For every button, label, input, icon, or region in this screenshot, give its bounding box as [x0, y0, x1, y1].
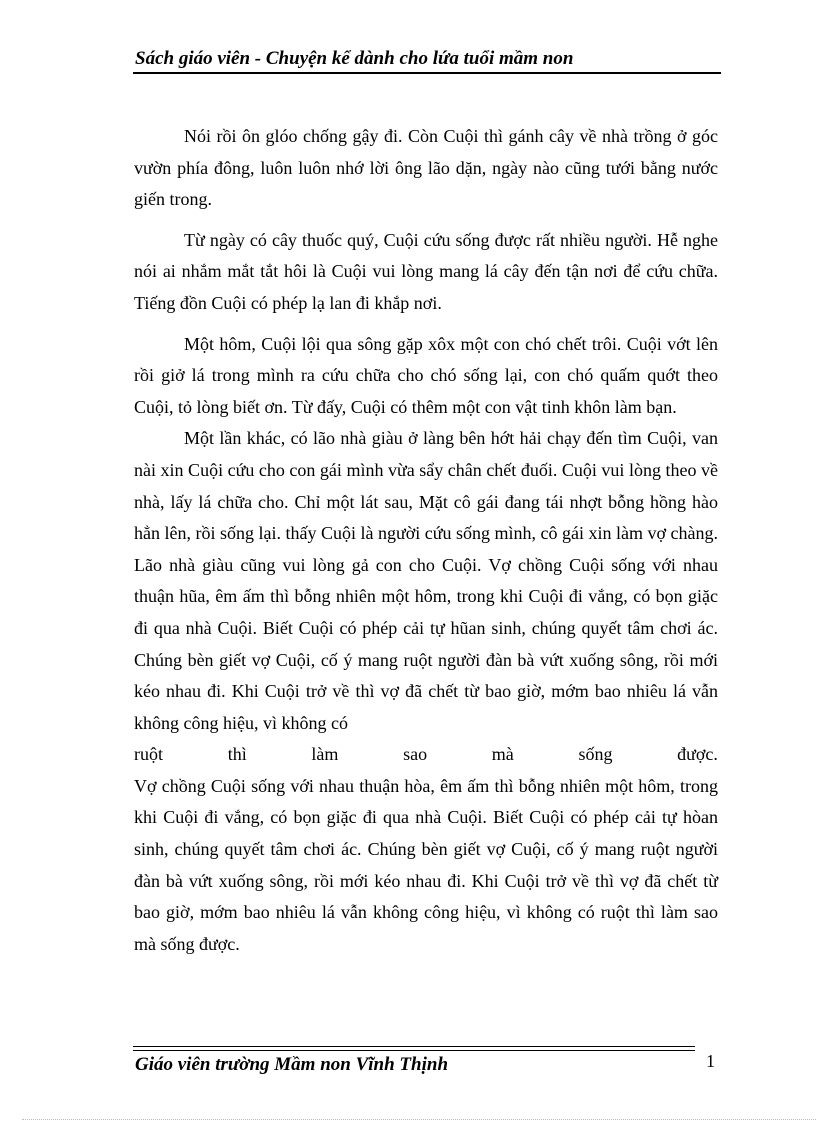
paragraph-2: Từ ngày có cây thuốc quý, Cuội cứu sống được rất nhiều người. Hễ nghe nói ai nhắm mắt tắt hôi là Cuội vui lòng mang lá cây đến tận nơi để cứu chữa. Tiếng đồn Cuội có phép lạ lan đi khắp nơi.	[134, 229, 718, 313]
body-text	[134, 121, 718, 969]
paragraph-5: Vợ chồng Cuội sống với nhau thuận hòa, êm ấm thì bỗng nhiên một hôm, trong khi Cuội đi vắng, có bọn giặc đi qua nhà Cuội. Biết Cuội có phép cải tự hòan sinh, chúng quyết tâm chơi ác. Chúng bèn giết vợ Cuội, cố ý mang ruột người đàn bà vứt xuống sông, rồi mới kéo nhau đi. Khi Cuội trở về thì vợ đã chết từ bao giờ, mớm bao nhiêu lá vẫn không công hiệu, vì không có ruột thì làm sao mà sống được.	[134, 775, 718, 954]
split-word: được.	[677, 744, 718, 765]
split-word: mà	[491, 744, 514, 765]
page-number: 1	[706, 1051, 715, 1071]
footer-rule	[133, 1046, 695, 1047]
paragraph-1: Nói rồi ôn glóo chống gậy đi. Còn Cuội thì gánh cây về nhà trồng ở góc vườn phía đông, luôn luôn nhớ lời ông lão dặn, ngày nào cũng tưới bằng nước giến trong.	[134, 126, 718, 210]
footer-rule	[133, 1050, 695, 1051]
header-rule	[133, 72, 721, 74]
footer-school-name: Giáo viên trường Mầm non Vĩnh Thịnh	[135, 1054, 449, 1075]
split-word: sao	[403, 744, 428, 765]
split-line	[134, 739, 718, 771]
split-word: làm	[311, 744, 339, 765]
paragraph-4: Một lần khác, có lão nhà giàu ở làng bên hớt hải chạy đến tìm Cuội, van nài xin Cuội cứu cho con gái mình vừa sẩy chân chết đuối. Cuội vui lòng theo về nhà, lấy lá chữa cho. Chỉ một lát sau, Mặt cô gái đang tái nhợt bỗng hồng hào hẳn lên, rồi sống lại. thấy Cuội là người cứu sống mình, cô gái xin làm vợ chàng. Lão nhà giàu cũng vui lòng gả con cho Cuội. Vợ chồng Cuội sống với nhau thuận hũa, êm ấm thì bỗng nhiên một hôm, trong khi Cuội đi vắng, có bọn giặc đi qua nhà Cuội. Biết Cuội có phép cải tự hũan sinh, chúng quyết tâm chơi ác. Chúng bèn giết vợ Cuội, cố ý mang ruột người đàn bà vứt xuống sông, rồi mới kéo nhau đi. Khi Cuội trở về thì vợ đã chết từ bao giờ, mớm bao nhiêu lá vẫn không công hiệu, vì không có	[134, 428, 718, 733]
paragraph-3: Một hôm, Cuội lội qua sông gặp xôx một con chó chết trôi. Cuội vớt lên rồi giở lá trong mình ra cứu chữa cho chó sống lại, con chó quấm quớt theo Cuội, tỏ lòng biết ơn. Từ đấy, Cuội có thêm một con vật tinh khôn làm bạn.	[134, 333, 718, 417]
header-title: Sách giáo viên - Chuyện kể dành cho lứa tuổi mầm non	[135, 48, 574, 69]
page-edge-divider	[22, 1119, 816, 1120]
split-word: thì	[227, 744, 247, 765]
split-word: sống	[578, 744, 613, 765]
split-word: ruột	[134, 744, 163, 765]
